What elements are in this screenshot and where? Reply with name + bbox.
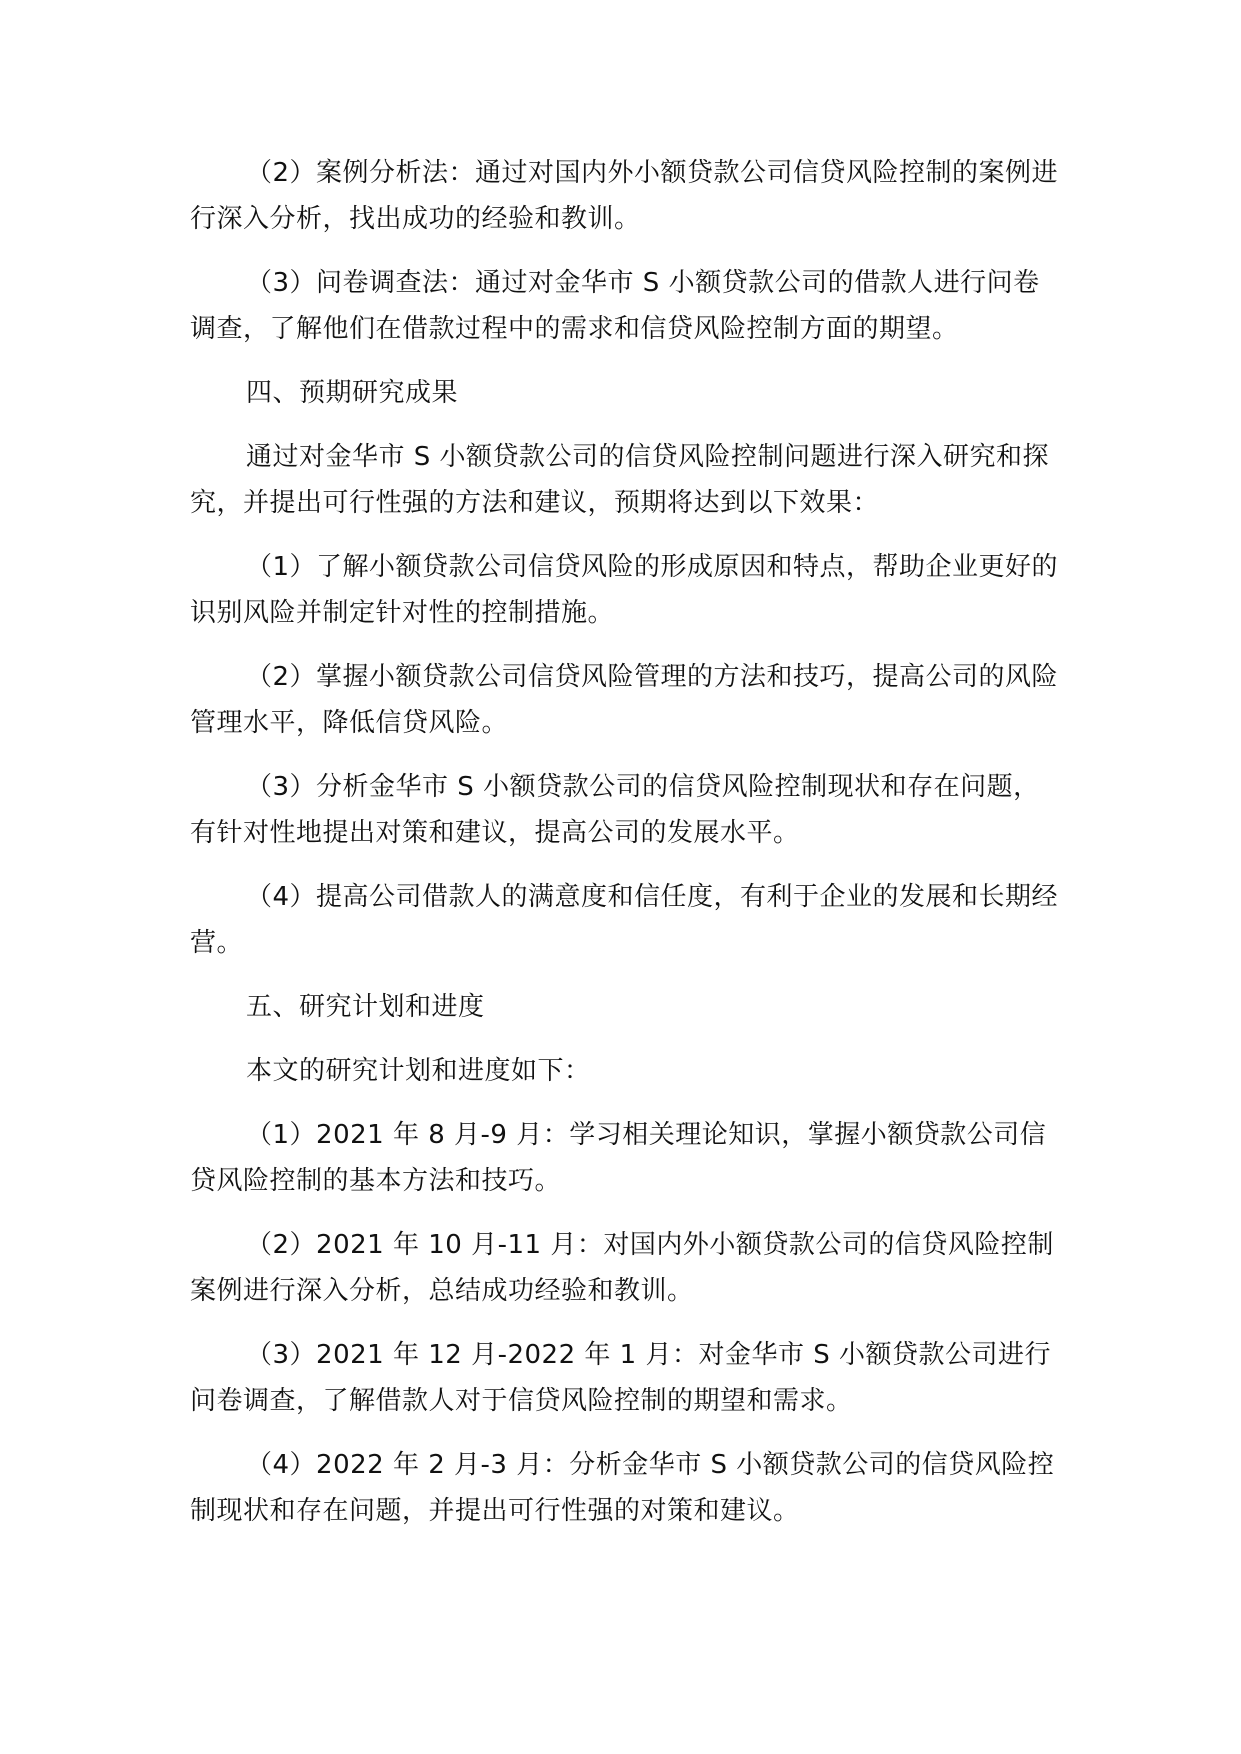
paragraph-expected-intro: 通过对金华市 S 小额贷款公司的信贷风险控制问题进行深入研究和探究，并提出可行性强的方法和建议，预期将达到以下效果： (190, 442, 1050, 518)
section-heading-research-plan: 五、研究计划和进度 (246, 992, 485, 1022)
paragraph-expected-item-4: （4）提高公司借款人的满意度和信任度，有利于企业的发展和长期经营。 (190, 882, 1059, 958)
paragraph-expected-item-1: （1）了解小额贷款公司信贷风险的形成原因和特点，帮助企业更好的识别风险并制定针对性的控制措施。 (190, 552, 1059, 628)
paragraph-plan-item-4: （4）2022 年 2 月-3 月：分析金华市 S 小额贷款公司的信贷风险控制现状和存在问题，并提出可行性强的对策和建议。 (190, 1450, 1055, 1526)
paragraph-plan-item-1: （1）2021 年 8 月-9 月：学习相关理论知识，掌握小额贷款公司信贷风险控制的基本方法和技巧。 (190, 1120, 1047, 1196)
paragraph-plan-item-3: （3）2021 年 12 月-2022 年 1 月：对金华市 S 小额贷款公司进行问卷调查，了解借款人对于信贷风险控制的期望和需求。 (190, 1340, 1052, 1416)
paragraph-expected-item-2: （2）掌握小额贷款公司信贷风险管理的方法和技巧，提高公司的风险管理水平，降低信贷风险。 (190, 662, 1059, 738)
paragraph-method-case-analysis: （2）案例分析法：通过对国内外小额贷款公司信贷风险控制的案例进行深入分析，找出成功的经验和教训。 (190, 158, 1059, 234)
paragraph-plan-item-2: （2）2021 年 10 月-11 月：对国内外小额贷款公司的信贷风险控制案例进行深入分析，总结成功经验和教训。 (190, 1230, 1054, 1306)
document-body (190, 150, 1060, 1552)
paragraph-method-questionnaire: （3）问卷调查法：通过对金华市 S 小额贷款公司的借款人进行问卷调查，了解他们在借款过程中的需求和信贷风险控制方面的期望。 (190, 268, 1040, 344)
paragraph-expected-item-3: （3）分析金华市 S 小额贷款公司的信贷风险控制现状和存在问题，有针对性地提出对策和建议，提高公司的发展水平。 (190, 772, 1040, 848)
paragraph-plan-intro: 本文的研究计划和进度如下： (246, 1056, 591, 1086)
section-heading-expected-results: 四、预期研究成果 (246, 378, 459, 408)
